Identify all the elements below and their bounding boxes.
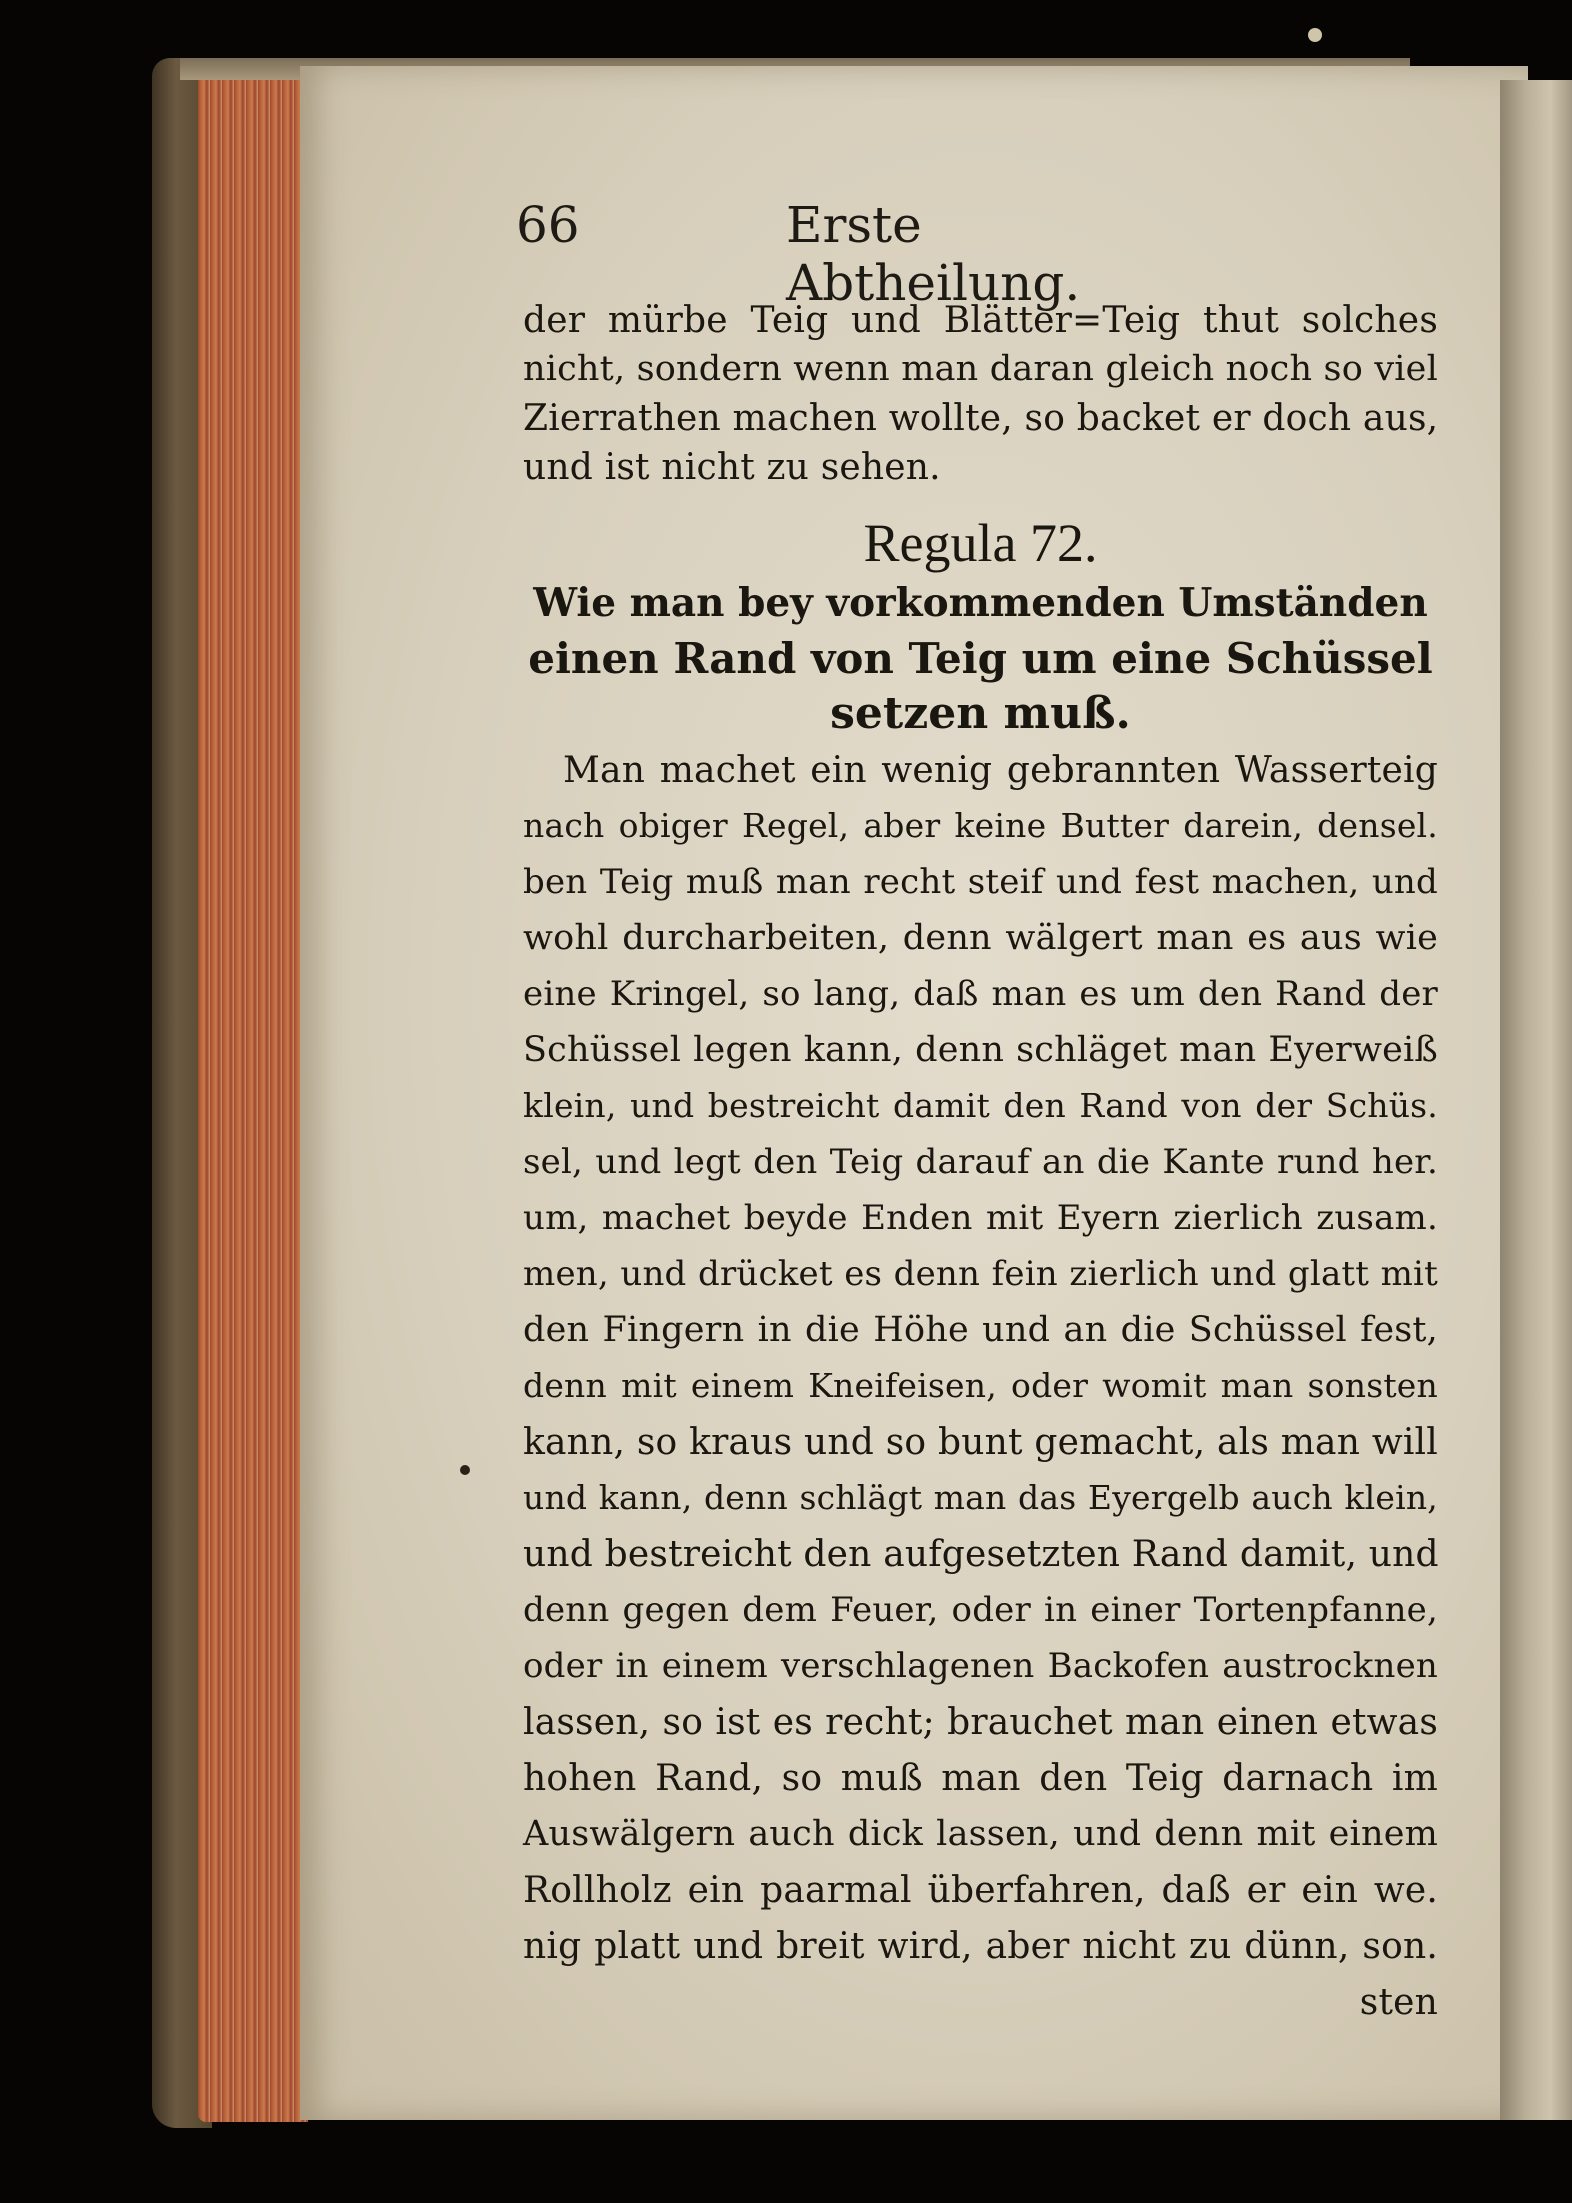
text-line: Schüssel legen kann, denn schläget man Eyerweiß: [523, 1030, 1438, 1070]
running-head-title: Erste Abtheilung.: [786, 196, 1081, 312]
text-line: Zierrathen machen wollte, so backet er doch aus,: [523, 398, 1439, 439]
text-line: Rollholz ein paarmal überfahren, daß er ein we.: [523, 1870, 1438, 1911]
catchword: sten: [1359, 1982, 1438, 2023]
text-line: lassen, so ist es recht; brauchet man einen etwas: [523, 1702, 1438, 1743]
text-line: der mürbe Teig und Blätter=Teig thut solches: [523, 300, 1438, 341]
page-number: 66: [516, 196, 580, 254]
book-gutter: [1500, 80, 1572, 2120]
text-line: nach obiger Regel, aber keine Butter darein, densel.: [523, 806, 1438, 845]
text-line: den Fingern in die Höhe und an die Schüssel fest,: [523, 1310, 1438, 1350]
text-line: und ist nicht zu sehen.: [523, 447, 941, 488]
text-line: hohen Rand, so muß man den Teig darnach im: [523, 1758, 1438, 1799]
rule-number: Regula 72.: [863, 513, 1098, 573]
section-heading-line: einen Rand von Teig um eine Schüssel: [528, 634, 1433, 683]
text-line: nicht, sondern wenn man daran gleich noch so viel: [523, 349, 1438, 389]
text-line: oder in einem verschlagenen Backofen austrocknen: [523, 1646, 1438, 1686]
text-line: denn gegen dem Feuer, oder in einer Tortenpfanne,: [523, 1590, 1438, 1630]
text-line: um, machet beyde Enden mit Eyern zierlich zusam.: [523, 1198, 1438, 1238]
text-line: und kann, denn schlägt man das Eyergelb auch klein,: [523, 1478, 1438, 1517]
text-line: eine Kringel, so lang, daß man es um den Rand der: [523, 974, 1438, 1014]
text-line: Auswälgern auch dick lassen, und denn mit einem: [523, 1814, 1438, 1854]
text-line: Man machet ein wenig gebrannten Wasserteig: [563, 750, 1438, 791]
text-line: kann, so kraus und so bunt gemacht, als man will: [523, 1422, 1438, 1463]
text-line: und bestreicht den aufgesetzten Rand damit, und: [523, 1534, 1439, 1575]
text-line: men, und drücket es denn fein zierlich und glatt mit: [523, 1254, 1438, 1294]
page-edges: [198, 72, 308, 2122]
text-line: klein, und bestreicht damit den Rand von der Schüs.: [523, 1086, 1438, 1125]
section-heading-line: Wie man bey vorkommenden Umständen: [533, 580, 1428, 626]
running-head: [516, 196, 1196, 312]
text-line: nig platt und breit wird, aber nicht zu dünn, son.: [523, 1926, 1438, 1967]
text-line: sel, und legt den Teig darauf an die Kante rund her.: [523, 1142, 1438, 1182]
page-speck: [460, 1465, 470, 1475]
page-speck: [1308, 28, 1322, 42]
text-line: denn mit einem Kneifeisen, oder womit man sonsten: [523, 1366, 1438, 1405]
section-heading-line: setzen muß.: [830, 688, 1131, 739]
text-line: wohl durcharbeiten, denn wälgert man es aus wie: [523, 918, 1438, 958]
text-line: ben Teig muß man recht steif und fest machen, und: [523, 862, 1438, 902]
